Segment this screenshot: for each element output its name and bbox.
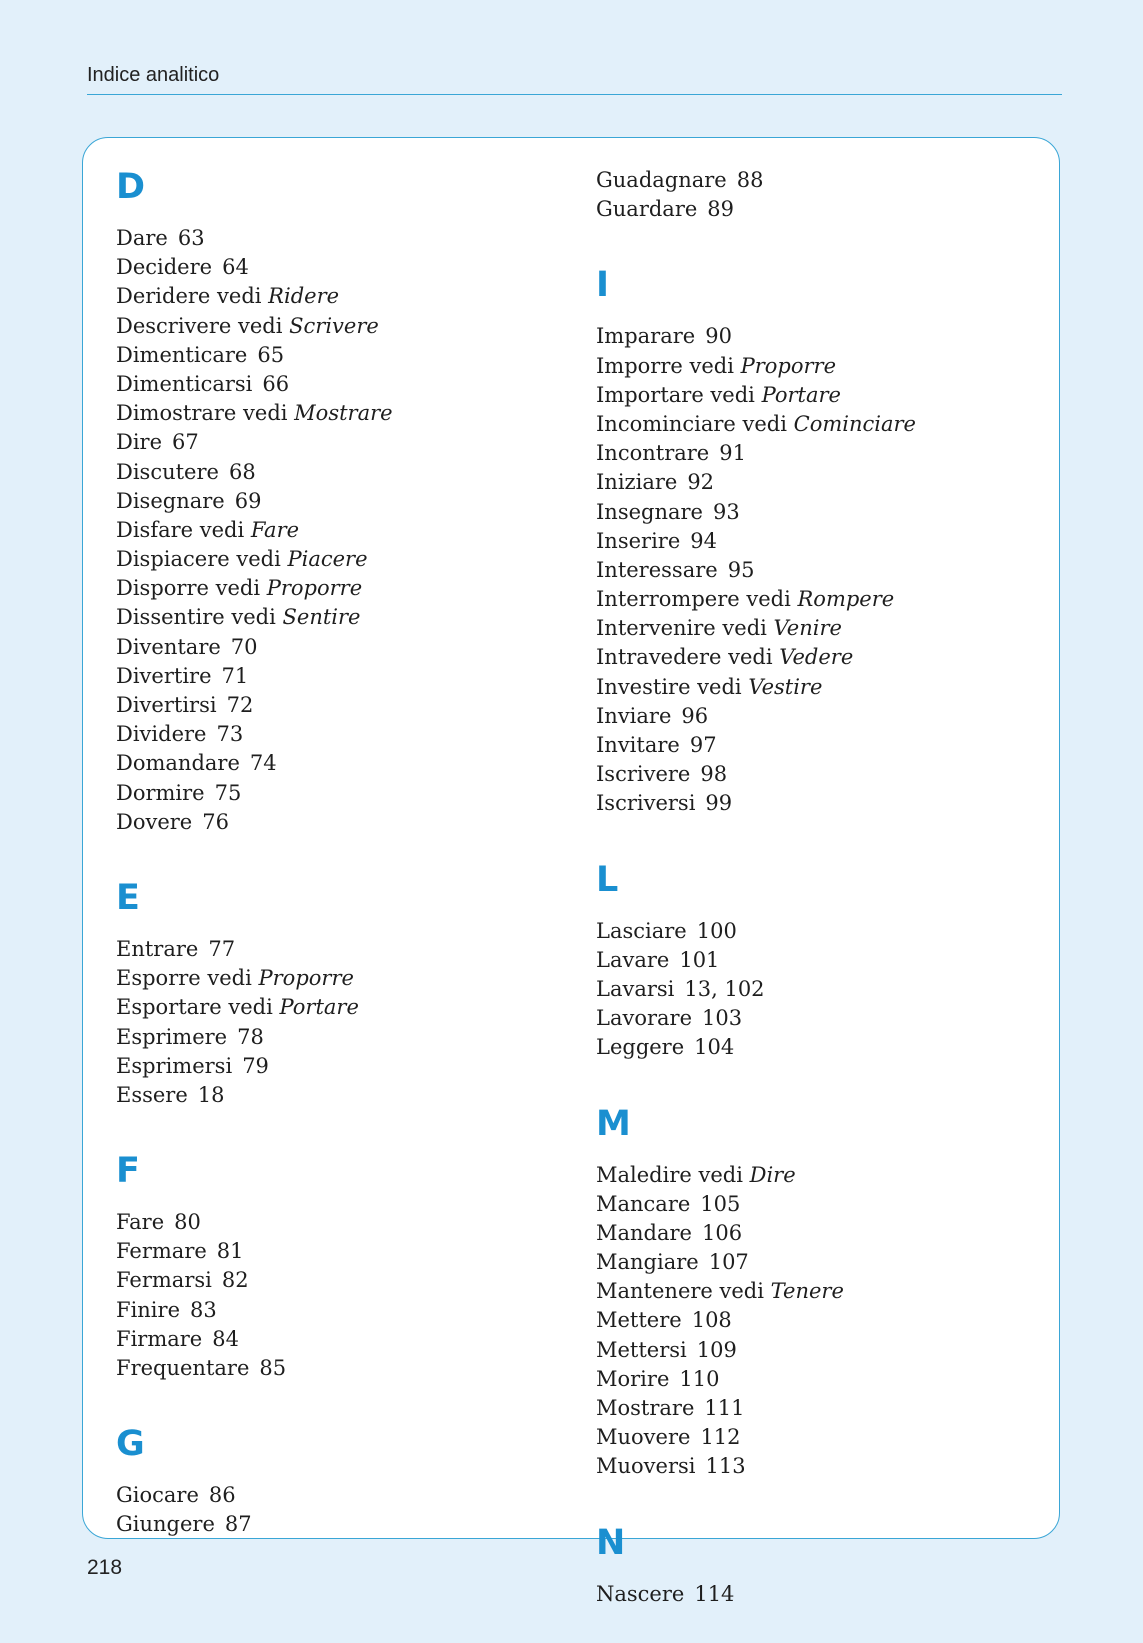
entry-word: Lavare — [596, 947, 670, 972]
index-entry — [596, 1004, 1036, 1033]
entry-page-number: 114 — [694, 1581, 735, 1606]
index-entry — [596, 1580, 1036, 1609]
index-entry — [596, 1033, 1036, 1062]
index-entry — [596, 702, 1036, 731]
entry-word: Nascere — [596, 1581, 685, 1606]
entry-page-number: 13, 102 — [684, 976, 765, 1001]
index-entry — [596, 1190, 1036, 1219]
index-column-left — [116, 138, 556, 1540]
entry-word: Dimostrare vedi — [116, 401, 288, 426]
index-entry — [596, 614, 1036, 643]
index-entry — [596, 585, 1036, 614]
entry-word: Mostrare — [596, 1396, 695, 1420]
entry-cross-reference: Mostrare — [294, 401, 393, 426]
entry-word: Giocare — [116, 1483, 199, 1508]
entry-word: Finire — [116, 1297, 180, 1322]
entry-page-number: 74 — [249, 751, 277, 776]
index-entry — [116, 1081, 556, 1110]
index-entry — [596, 468, 1036, 497]
index-entry — [596, 789, 1036, 818]
index-entry — [116, 370, 556, 399]
entry-word: Inserire — [596, 528, 681, 553]
index-entry — [116, 749, 556, 778]
entry-word: Imparare — [596, 324, 696, 349]
entry-word: Dividere — [116, 722, 207, 747]
entry-word: Incontrare — [596, 441, 710, 466]
entry-page-number: 99 — [705, 791, 733, 816]
entry-page-number: 67 — [172, 430, 199, 455]
section-letter: I — [596, 265, 610, 306]
index-entry — [596, 527, 1036, 556]
index-entry — [116, 993, 556, 1022]
entry-page-number: 83 — [190, 1297, 217, 1322]
entry-page-number: 82 — [221, 1268, 249, 1293]
index-entry — [116, 808, 556, 837]
entry-word: Leggere — [596, 1035, 685, 1060]
entry-word: Fare — [116, 1210, 165, 1235]
entry-page-number: 95 — [727, 557, 755, 582]
entry-page-number: 100 — [696, 918, 737, 943]
entry-page-number: 89 — [707, 197, 735, 222]
index-entry — [596, 166, 1036, 195]
entry-word: Domandare — [116, 751, 240, 776]
entry-page-number: 86 — [208, 1483, 236, 1508]
entry-page-number: 110 — [679, 1366, 720, 1391]
index-entry — [116, 1208, 556, 1237]
entry-word: Iscriversi — [596, 791, 696, 816]
index-entry — [596, 352, 1036, 381]
entry-word: Intervenire vedi — [596, 616, 767, 641]
entry-cross-reference: Piacere — [287, 547, 368, 572]
entry-word: Incominciare vedi — [596, 411, 787, 436]
index-entry — [596, 1219, 1036, 1248]
index-entry — [596, 1365, 1036, 1394]
entry-word: Descrivere vedi — [116, 313, 283, 338]
entry-page-number: 78 — [237, 1024, 264, 1049]
section-letter: F — [116, 1151, 140, 1192]
entry-word: Diventare — [116, 634, 221, 659]
index-entry — [116, 633, 556, 662]
index-entry — [116, 935, 556, 964]
entry-page-number: 84 — [212, 1326, 239, 1351]
entry-word: Mantenere vedi — [596, 1279, 764, 1304]
entry-page-number: 109 — [696, 1337, 737, 1362]
index-entry — [116, 720, 556, 749]
entry-word: Dovere — [116, 809, 193, 834]
index-entry — [596, 1306, 1036, 1335]
entry-word: Discutere — [116, 459, 219, 484]
index-entry — [596, 381, 1036, 410]
entry-page-number: 18 — [197, 1082, 225, 1107]
entry-page-number: 108 — [691, 1308, 732, 1333]
entry-word: Dissentire vedi — [116, 605, 276, 630]
index-entry — [116, 1510, 556, 1539]
entry-cross-reference: Proporre — [258, 966, 354, 991]
index-entry — [116, 662, 556, 691]
entry-word: Investire vedi — [596, 674, 742, 699]
entry-page-number: 104 — [694, 1035, 735, 1060]
entry-word: Guadagnare — [596, 168, 727, 192]
index-entry — [116, 224, 556, 253]
entry-cross-reference: Portare — [761, 382, 841, 407]
entry-word: Mettersi — [596, 1337, 687, 1362]
entry-page-number: 94 — [690, 528, 717, 553]
entry-word: Esprimersi — [116, 1053, 233, 1078]
index-entry — [596, 1423, 1036, 1452]
entry-word: Essere — [116, 1082, 188, 1107]
entry-page-number: 93 — [712, 499, 740, 524]
entry-page-number: 96 — [681, 703, 709, 728]
entry-word: Decidere — [116, 255, 213, 280]
index-entry — [116, 964, 556, 993]
index-entry — [116, 458, 556, 487]
entry-cross-reference: Fare — [250, 517, 300, 542]
entry-word: Dispiacere vedi — [116, 547, 281, 572]
entry-word: Disfare vedi — [116, 517, 245, 542]
entry-cross-reference: Vedere — [779, 645, 854, 670]
entry-page-number: 66 — [262, 371, 290, 396]
entry-cross-reference: Ridere — [268, 284, 340, 309]
entry-page-number: 72 — [226, 693, 254, 717]
entry-page-number: 81 — [216, 1239, 244, 1264]
entry-cross-reference: Venire — [773, 616, 842, 641]
entry-page-number: 71 — [221, 663, 249, 688]
entry-page-number: 111 — [704, 1396, 745, 1420]
entry-page-number: 75 — [214, 780, 242, 805]
entry-page-number: 63 — [177, 226, 205, 250]
entry-cross-reference: Dire — [749, 1162, 796, 1187]
entry-word: Fermare — [116, 1239, 207, 1264]
entry-word: Intravedere vedi — [596, 645, 773, 670]
index-entry — [596, 1161, 1036, 1190]
index-entry — [116, 1354, 556, 1383]
entry-page-number: 98 — [700, 762, 728, 787]
index-entry — [596, 643, 1036, 672]
entry-word: Firmare — [116, 1326, 203, 1351]
entry-word: Esporre vedi — [116, 966, 252, 991]
index-entry — [116, 399, 556, 428]
index-entry — [116, 1481, 556, 1510]
entry-word: Mangiare — [596, 1250, 699, 1275]
entry-page-number: 80 — [174, 1210, 201, 1235]
entry-word: Divertire — [116, 663, 212, 688]
index-entry — [116, 1052, 556, 1081]
entry-word: Disporre vedi — [116, 576, 261, 601]
index-entry — [116, 603, 556, 632]
index-entry — [596, 439, 1036, 468]
entry-page-number: 101 — [679, 947, 720, 972]
entry-page-number: 73 — [216, 722, 244, 747]
entry-word: Invitare — [596, 733, 680, 757]
index-entry — [596, 410, 1036, 439]
index-entry — [116, 1296, 556, 1325]
entry-word: Maledire vedi — [596, 1162, 743, 1187]
entry-word: Mettere — [596, 1308, 682, 1333]
index-entry — [116, 341, 556, 370]
index-entry — [596, 1248, 1036, 1277]
index-entry — [116, 516, 556, 545]
entry-page-number: 90 — [705, 324, 732, 349]
entry-word: Dare — [116, 226, 168, 250]
index-entry — [116, 779, 556, 808]
index-entry — [116, 487, 556, 516]
entry-word: Deridere vedi — [116, 284, 262, 309]
entry-word: Muoversi — [596, 1454, 696, 1479]
entry-page-number: 105 — [700, 1191, 741, 1216]
entry-word: Morire — [596, 1366, 670, 1391]
section-letter: L — [596, 859, 619, 900]
entry-page-number: 97 — [689, 733, 717, 757]
index-entry — [116, 253, 556, 282]
entry-page-number: 107 — [708, 1250, 749, 1275]
section-letter: E — [116, 877, 140, 918]
entry-word: Imporre vedi — [596, 353, 734, 378]
entry-word: Divertirsi — [116, 693, 217, 717]
entry-word: Importare vedi — [596, 382, 755, 407]
section-letter: M — [596, 1103, 631, 1144]
entry-cross-reference: Proporre — [740, 353, 837, 378]
index-entry — [596, 760, 1036, 789]
entry-cross-reference: Portare — [279, 995, 359, 1020]
section-letter: D — [116, 167, 146, 207]
entry-page-number: 88 — [736, 168, 764, 192]
index-entry — [116, 1023, 556, 1052]
entry-page-number: 77 — [208, 936, 236, 961]
index-entry — [596, 498, 1036, 527]
entry-word: Entrare — [116, 936, 199, 961]
entry-word: Interrompere vedi — [596, 587, 791, 612]
entry-page-number: 92 — [687, 470, 715, 495]
entry-cross-reference: Cominciare — [793, 411, 916, 436]
index-entry — [116, 574, 556, 603]
entry-word: Dormire — [116, 780, 205, 805]
running-header: Indice analitico — [87, 64, 220, 86]
entry-word: Dire — [116, 430, 163, 455]
header-rule — [87, 94, 1062, 95]
entry-word: Iniziare — [596, 470, 678, 495]
entry-cross-reference: Proporre — [266, 576, 363, 601]
entry-page-number: 103 — [702, 1006, 743, 1031]
entry-word: Lasciare — [596, 918, 687, 943]
index-entry — [596, 195, 1036, 224]
entry-page-number: 106 — [701, 1220, 743, 1245]
index-entry — [596, 946, 1036, 975]
entry-page-number: 85 — [259, 1356, 287, 1380]
index-entry — [596, 1277, 1036, 1306]
index-entry — [116, 1325, 556, 1354]
entry-word: Esportare vedi — [116, 995, 273, 1020]
entry-word: Dimenticare — [116, 342, 248, 367]
entry-word: Interessare — [596, 557, 718, 582]
entry-cross-reference: Scrivere — [289, 313, 379, 338]
entry-cross-reference: Sentire — [282, 605, 361, 630]
index-entry — [116, 1266, 556, 1295]
entry-word: Guardare — [596, 197, 698, 222]
entry-word: Giungere — [116, 1512, 215, 1537]
entry-word: Disegnare — [116, 488, 225, 513]
entry-word: Dimenticarsi — [116, 371, 253, 396]
section-letter: N — [596, 1522, 626, 1563]
entry-word: Inviare — [596, 703, 672, 728]
index-entry — [596, 1336, 1036, 1365]
index-entry — [596, 1452, 1036, 1481]
index-entry — [596, 975, 1036, 1004]
entry-page-number: 65 — [257, 342, 285, 367]
entry-word: Lavorare — [596, 1006, 692, 1031]
page-number: 218 — [87, 1556, 123, 1579]
entry-page-number: 112 — [700, 1425, 741, 1450]
entry-page-number: 91 — [719, 441, 746, 466]
entry-cross-reference: Rompere — [797, 587, 895, 612]
entry-page-number: 76 — [202, 809, 229, 834]
entry-page-number: 68 — [228, 459, 256, 484]
index-entry — [596, 673, 1036, 702]
index-entry — [596, 1394, 1036, 1423]
index-entry — [596, 917, 1036, 946]
section-letter: G — [116, 1424, 145, 1465]
entry-word: Frequentare — [116, 1356, 250, 1380]
entry-word: Muovere — [596, 1425, 691, 1450]
entry-word: Mandare — [596, 1220, 692, 1245]
entry-page-number: 64 — [222, 255, 249, 280]
entry-word: Mancare — [596, 1191, 691, 1216]
entry-word: Insegnare — [596, 499, 703, 524]
entry-page-number: 87 — [224, 1512, 252, 1537]
index-entry — [596, 322, 1036, 351]
entry-page-number: 79 — [242, 1053, 269, 1078]
index-entry — [116, 1237, 556, 1266]
entry-word: Lavarsi — [596, 976, 675, 1001]
index-entry — [116, 282, 556, 311]
index-entry — [116, 312, 556, 341]
entry-word: Fermarsi — [116, 1268, 212, 1293]
entry-word: Esprimere — [116, 1024, 228, 1049]
entry-cross-reference: Tenere — [770, 1279, 844, 1304]
index-entry — [116, 545, 556, 574]
entry-page-number: 69 — [234, 488, 262, 513]
entry-cross-reference: Vestire — [748, 674, 823, 699]
entry-word: Iscrivere — [596, 762, 691, 787]
index-entry — [116, 691, 556, 720]
entry-page-number: 70 — [230, 634, 258, 659]
index-entry — [116, 428, 556, 457]
index-entry — [596, 556, 1036, 585]
index-entry — [596, 731, 1036, 760]
entry-page-number: 113 — [705, 1454, 746, 1479]
index-column-right — [596, 138, 1036, 1609]
